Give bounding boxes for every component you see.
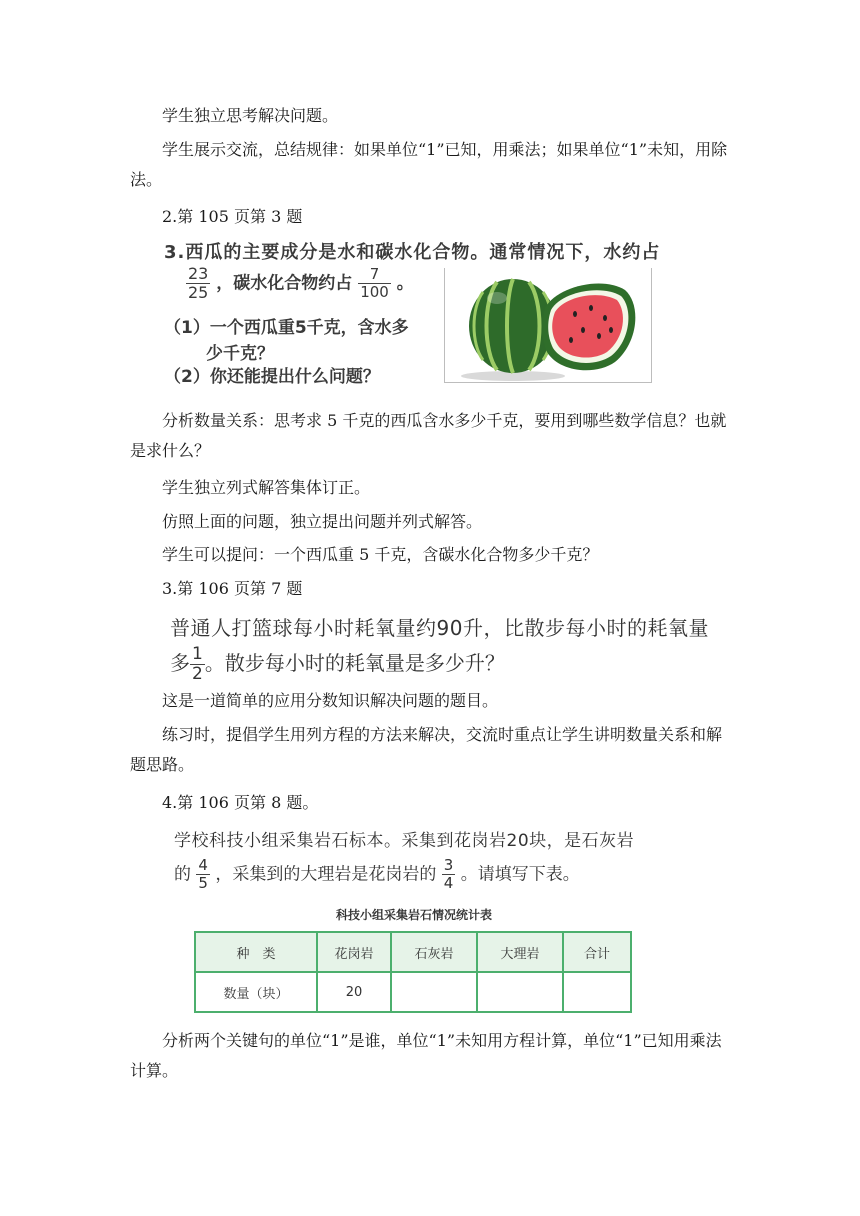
fraction-7-100: $\frac{7}{100}$ — [360, 265, 389, 301]
paragraph-7: 这是一道简单的应用分数知识解决问题的题目。 — [162, 691, 499, 710]
table-cell: 数量（块） — [195, 972, 317, 1012]
table-cell: 20 — [317, 972, 391, 1012]
section-heading-3: 3.第 106 页第 7 题 — [162, 579, 303, 598]
paragraph-6: 学生可以提问：一个西瓜重 5 千克，含碳水化合物多少千克？ — [162, 545, 599, 564]
paragraph-4: 学生独立列式解答集体订正。 — [162, 478, 371, 497]
table-row — [195, 972, 631, 1012]
table-cell — [391, 972, 477, 1012]
paragraph-3: 分析数量关系：思考求 5 千克的西瓜含水多少千克，要用到哪些数学信息？也就是求什么？ — [130, 411, 727, 460]
table-header-row — [195, 932, 631, 972]
section-heading-2: 2.第 105 页第 3 题 — [162, 207, 303, 226]
problem-7-line-1: 普通人打篮球每小时耗氧量约90升，比散步每小时的耗氧量 — [170, 616, 709, 640]
paragraph-5: 仿照上面的问题，独立提出问题并列式解答。 — [162, 512, 483, 531]
section-heading-4: 4.第 106 页第 8 题。 — [162, 793, 319, 812]
fraction-3-4: $\frac{3}{4}$ — [443, 856, 454, 892]
fraction-4-5: $\frac{4}{5}$ — [198, 856, 208, 892]
table-cell — [477, 972, 563, 1012]
paragraph-2: 学生展示交流，总结规律：如果单位“1”已知，用乘法；如果单位“1”未知，用除法。 — [130, 140, 728, 189]
problem-8-line-1: 学校科技小组采集岩石标本。采集到花岗岩20块，是石灰岩 — [174, 831, 635, 851]
problem-3-question-2: （2）你还能提出什么问题？ — [164, 367, 380, 387]
paragraph-8: 练习时，提倡学生用列方程的方法来解决，交流时重点让学生讲明数量关系和解题思路。 — [130, 725, 723, 774]
problem-8-line-2: 的 $\frac{4}{5}$ ，采集到的大理岩是花岗岩的 $\frac{3}{4}$ 。请填写下表。 — [174, 856, 580, 892]
table-header-cell: 大理岩 — [477, 932, 563, 972]
fraction-1-2: $\frac{1}{2}$ — [192, 644, 203, 684]
problem-3-question-1b: 少千克？ — [206, 344, 274, 364]
table-title: 科技小组采集岩石情况统计表 — [335, 908, 492, 922]
table-header-cell: 石灰岩 — [391, 932, 477, 972]
table-cell — [563, 972, 631, 1012]
paragraph-1: 学生独立思考解决问题。 — [162, 106, 339, 125]
table-header-cell: 花岗岩 — [317, 932, 391, 972]
rock-statistics-table — [194, 931, 632, 1013]
paragraph-9: 分析两个关键句的单位“1”是谁，单位“1”未知用方程计算，单位“1”已知用乘法计算。 — [130, 1031, 722, 1080]
problem-3-question-1a: （1）一个西瓜重5千克，含水多 — [164, 318, 409, 338]
problem-3-line-1: 3.西瓜的主要成分是水和碳水化合物。通常情况下，水约占 — [164, 242, 661, 263]
watermelon-image — [444, 268, 652, 383]
table-header-cell: 种 类 — [195, 932, 317, 972]
problem-3-line-2: $\frac{23}{25}$ ，碳水化合物约占 $\frac{7}{100}$ 。 — [188, 264, 414, 302]
table-header-cell: 合计 — [563, 932, 631, 972]
problem-7-line-2: 多 $\frac{1}{2}$ 。散步每小时的耗氧量是多少升？ — [170, 644, 505, 684]
fraction-23-25: $\frac{23}{25}$ — [188, 264, 209, 302]
